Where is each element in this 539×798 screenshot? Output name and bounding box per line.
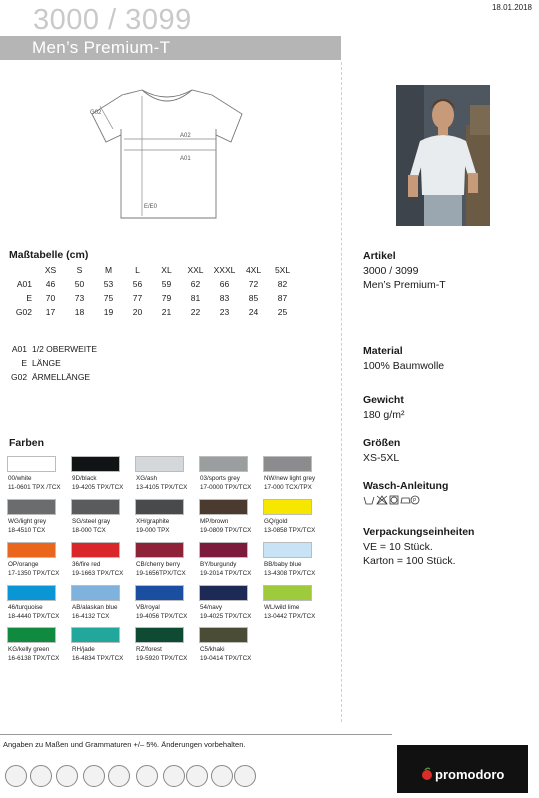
color-name: C5/khaki bbox=[200, 646, 225, 653]
color-code: 16-4132 TCX bbox=[72, 613, 110, 620]
material-value: 100% Baumwolle bbox=[363, 360, 445, 372]
column-divider bbox=[341, 62, 342, 722]
color-swatch bbox=[7, 456, 56, 472]
article-number-heading: 3000 / 3099 bbox=[33, 4, 192, 36]
table-cell: 50 bbox=[74, 279, 85, 289]
table-cell: 73 bbox=[74, 293, 85, 303]
color-code: 11-0601 TPX /TCX bbox=[8, 484, 61, 491]
size-header-cell: M bbox=[104, 265, 113, 275]
table-cell: 46 bbox=[45, 279, 56, 289]
color-swatch bbox=[7, 542, 56, 558]
color-swatch bbox=[263, 542, 312, 558]
color-code: 13-4308 TPX/TCX bbox=[264, 570, 316, 577]
table-cell: 83 bbox=[219, 293, 230, 303]
color-name: SG/steel gray bbox=[72, 518, 111, 525]
size-table bbox=[10, 263, 297, 319]
size-header-cell: XL bbox=[161, 265, 172, 275]
wrap-seal-icon bbox=[136, 765, 158, 787]
table-cell: 21 bbox=[161, 307, 172, 317]
g02-label: G02 bbox=[90, 110, 102, 116]
table-cell: 87 bbox=[277, 293, 288, 303]
a01-label: A01 bbox=[180, 156, 191, 162]
row-label: E bbox=[26, 293, 32, 303]
color-name: RZ/forest bbox=[136, 646, 162, 653]
table-cell: 22 bbox=[190, 307, 201, 317]
color-swatch bbox=[71, 456, 120, 472]
footer-divider bbox=[0, 734, 392, 735]
model-photo bbox=[396, 85, 490, 226]
table-cell: 75 bbox=[103, 293, 114, 303]
color-name: 54/navy bbox=[200, 604, 223, 611]
color-code: 19-0414 TPX/TCX bbox=[200, 655, 252, 662]
size-header-cell: XXL bbox=[187, 265, 204, 275]
color-code: 13-0858 TPX/TCX bbox=[264, 527, 316, 534]
color-swatch bbox=[135, 542, 184, 558]
size-header-row bbox=[10, 263, 297, 277]
iron-icon bbox=[401, 498, 410, 503]
legend-item bbox=[11, 358, 61, 368]
label-seal-icon bbox=[234, 765, 256, 787]
brand-logo bbox=[397, 745, 528, 793]
table-cell: 20 bbox=[132, 307, 143, 317]
color-code: 19-2014 TPX/TCX bbox=[200, 570, 252, 577]
size-table-title: Maßtabelle (cm) bbox=[9, 249, 89, 261]
organic-seal-icon bbox=[5, 765, 27, 787]
tshirt-drawing bbox=[86, 82, 246, 222]
color-swatch bbox=[135, 585, 184, 601]
gewicht-title: Gewicht bbox=[363, 394, 404, 406]
color-swatch bbox=[135, 499, 184, 515]
color-code: 18-4510 TCX bbox=[8, 527, 46, 534]
color-code: 19-4056 TPX/TCX bbox=[136, 613, 188, 620]
table-cell: 56 bbox=[132, 279, 143, 289]
size-header-cell: 4XL bbox=[245, 265, 262, 275]
footer-note: Angaben zu Maßen und Grammaturen +/– 5%. Änderungen vorbehalten. bbox=[3, 740, 246, 749]
color-swatch bbox=[7, 627, 56, 643]
table-cell: 72 bbox=[248, 279, 259, 289]
care-symbols bbox=[363, 494, 423, 506]
globe-seal-icon bbox=[211, 765, 233, 787]
table-row bbox=[10, 305, 297, 319]
table-cell: 77 bbox=[132, 293, 143, 303]
color-code: 19-5920 TPX/TCX bbox=[136, 655, 188, 662]
table-cell: 59 bbox=[161, 279, 172, 289]
color-name: AB/alaskan blue bbox=[72, 604, 118, 611]
color-swatch bbox=[135, 456, 184, 472]
size-header-cell: XS bbox=[44, 265, 57, 275]
table-cell: 62 bbox=[190, 279, 201, 289]
size-header-cell: S bbox=[76, 265, 83, 275]
table-cell: 25 bbox=[277, 307, 288, 317]
color-name: CB/cherry berry bbox=[136, 561, 181, 568]
color-code: 19-1663 TPX/TCX bbox=[72, 570, 124, 577]
color-name: GQ/gold bbox=[264, 518, 288, 525]
color-code: 16-4834 TPX/TCX bbox=[72, 655, 124, 662]
color-swatch bbox=[199, 542, 248, 558]
cert-seal-2-icon bbox=[186, 765, 208, 787]
material-title: Material bbox=[363, 345, 403, 357]
color-name: MP/brown bbox=[200, 518, 229, 525]
color-name: BY/burgundy bbox=[200, 561, 237, 568]
table-cell: 81 bbox=[190, 293, 201, 303]
table-cell: 17 bbox=[45, 307, 56, 317]
color-name: VB/royal bbox=[136, 604, 160, 611]
size-header-cell: L bbox=[135, 265, 140, 275]
table-cell: 70 bbox=[45, 293, 56, 303]
color-code: 19-0809 TPX/TCX bbox=[200, 527, 252, 534]
verpackung-title: Verpackungseinheiten bbox=[363, 526, 475, 538]
legend-code: G02 bbox=[11, 372, 28, 382]
color-code: 18-000 TCX bbox=[72, 527, 106, 534]
table-cell: 79 bbox=[161, 293, 172, 303]
color-name: 00/white bbox=[8, 475, 32, 482]
color-swatch bbox=[263, 456, 312, 472]
color-code: 19-4205 TPX/TCX bbox=[72, 484, 124, 491]
verpackung-ve: VE = 10 Stück. bbox=[363, 541, 433, 553]
color-swatch bbox=[135, 627, 184, 643]
color-name: NW/new light grey bbox=[264, 475, 316, 482]
color-code: 16-6138 TPX/TCX bbox=[8, 655, 60, 662]
table-cell: 82 bbox=[277, 279, 288, 289]
row-label: A01 bbox=[16, 279, 32, 289]
color-swatch bbox=[71, 542, 120, 558]
size-header-cell: XXXL bbox=[213, 265, 236, 275]
color-name: WL/wild lime bbox=[264, 604, 300, 611]
svg-text:P: P bbox=[413, 498, 417, 504]
legend-code: A01 bbox=[11, 344, 27, 354]
table-cell: 23 bbox=[219, 307, 230, 317]
color-name: 9D/black bbox=[72, 475, 97, 482]
color-code: 13-4105 TPX/TCX bbox=[136, 484, 188, 491]
verpackung-karton: Karton = 100 Stück. bbox=[363, 555, 456, 567]
color-code: 19-4025 TPX/TCX bbox=[200, 613, 252, 620]
artikel-number: 3000 / 3099 bbox=[363, 265, 419, 277]
color-swatch bbox=[199, 456, 248, 472]
color-code: 19-000 TPX bbox=[136, 527, 170, 534]
color-swatch bbox=[199, 499, 248, 515]
color-swatch bbox=[71, 499, 120, 515]
legend-code: E bbox=[21, 358, 27, 368]
groessen-title: Größen bbox=[363, 437, 401, 449]
oeko-tex-seal-icon bbox=[30, 765, 52, 787]
color-name: BB/baby blue bbox=[264, 561, 302, 568]
color-name: OP/orange bbox=[8, 561, 39, 568]
legend-item bbox=[11, 372, 90, 382]
a02-label: A02 bbox=[180, 133, 191, 139]
document-date: 18.01.2018 bbox=[491, 3, 532, 12]
colors-title: Farben bbox=[9, 437, 45, 449]
color-code: 17-1350 TPX/TCX bbox=[8, 570, 60, 577]
wasch-title: Wasch-Anleitung bbox=[363, 480, 449, 492]
e-label: E/E0 bbox=[144, 204, 158, 210]
row-label: G02 bbox=[15, 307, 32, 317]
size-header-cell: 5XL bbox=[274, 265, 291, 275]
cert-seal-icon bbox=[163, 765, 185, 787]
table-cell: 85 bbox=[248, 293, 259, 303]
color-swatch bbox=[199, 627, 248, 643]
legend-text: ÄRMELLÄNGE bbox=[32, 372, 91, 382]
color-name: KG/kelly green bbox=[8, 646, 50, 653]
color-swatch bbox=[263, 499, 312, 515]
color-name: 36/fire red bbox=[72, 561, 101, 568]
product-name-heading: Men’s Premium-T bbox=[32, 38, 171, 57]
table-cell: 18 bbox=[74, 307, 85, 317]
color-swatch bbox=[7, 585, 56, 601]
color-swatch bbox=[199, 585, 248, 601]
legend-text: LÄNGE bbox=[32, 358, 61, 368]
table-row bbox=[10, 291, 297, 305]
legend-item bbox=[11, 344, 97, 354]
color-name: XG/ash bbox=[136, 475, 157, 482]
table-cell: 19 bbox=[103, 307, 114, 317]
color-swatch bbox=[71, 627, 120, 643]
color-code: 17-0000 TPX/TCX bbox=[200, 484, 252, 491]
color-swatch bbox=[7, 499, 56, 515]
color-swatch bbox=[263, 585, 312, 601]
color-name: 46/turquoise bbox=[8, 604, 43, 611]
color-code: 18-4440 TPX/TCX bbox=[8, 613, 60, 620]
table-cell: 24 bbox=[248, 307, 259, 317]
artikel-name: Men’s Premium-T bbox=[363, 279, 446, 291]
color-swatch bbox=[71, 585, 120, 601]
color-code: 13-0442 TPX/TCX bbox=[264, 613, 316, 620]
color-name: RH/jade bbox=[72, 646, 95, 653]
groessen-value: XS-5XL bbox=[363, 452, 400, 464]
wash-30-icon bbox=[364, 497, 374, 504]
color-code: 17-000 TCX/TPX bbox=[264, 484, 312, 491]
table-row bbox=[10, 277, 297, 291]
table-cell: 66 bbox=[219, 279, 230, 289]
fibre-seal-icon bbox=[108, 765, 130, 787]
gewicht-value: 180 g/m² bbox=[363, 409, 405, 421]
table-cell: 53 bbox=[103, 279, 114, 289]
bsci-seal-icon bbox=[83, 765, 105, 787]
color-name: WG/light grey bbox=[8, 518, 47, 525]
legend-text: 1/2 OBERWEITE bbox=[32, 344, 98, 354]
fair-wear-seal-icon bbox=[56, 765, 78, 787]
color-name: 03/sports grey bbox=[200, 475, 240, 482]
color-code: 19-1656TPX/TCX bbox=[136, 570, 186, 577]
brand-name: promodoro bbox=[435, 767, 505, 782]
artikel-title: Artikel bbox=[363, 250, 396, 262]
color-name: XH/graphite bbox=[136, 518, 170, 525]
